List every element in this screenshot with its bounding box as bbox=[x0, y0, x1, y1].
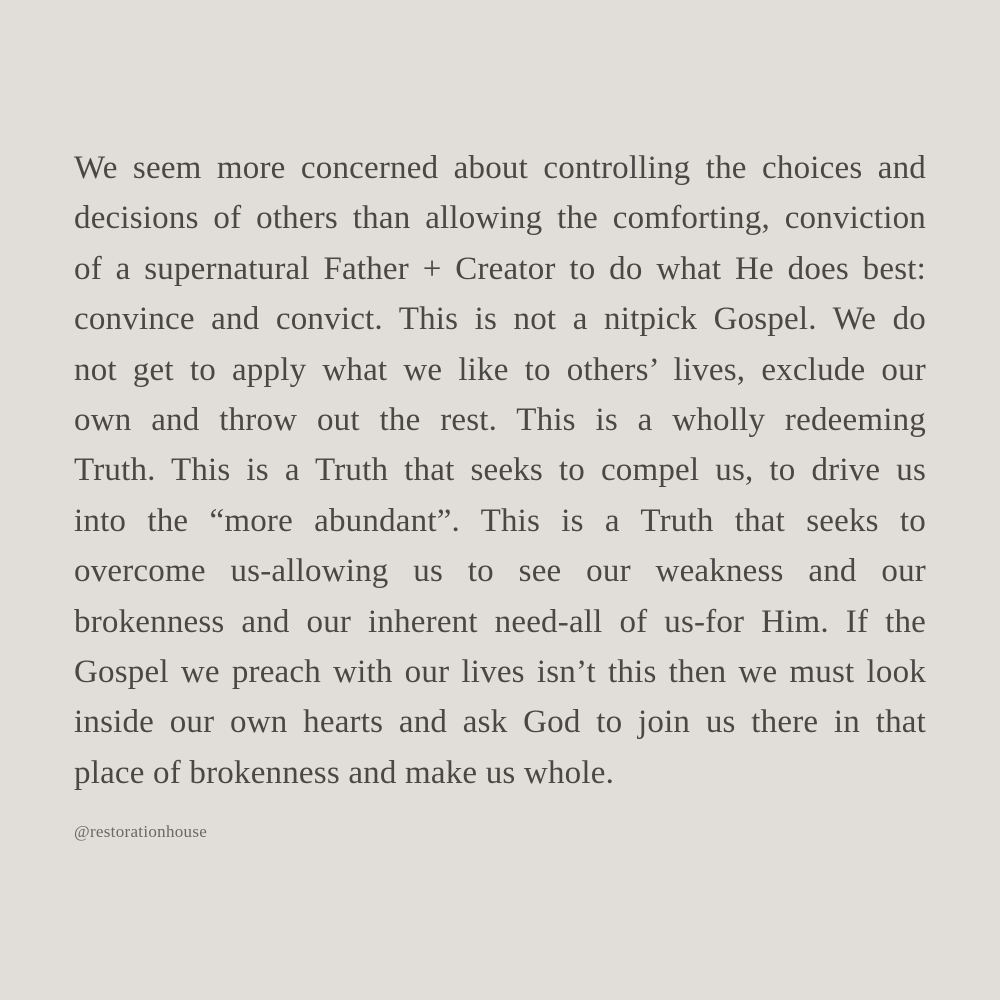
quote-card bbox=[74, 143, 926, 842]
quote-line: Gospel we preach with our lives isn’t this then we must look bbox=[74, 654, 926, 691]
quote-line: into the “more abundant”. This is a Truth that seeks to bbox=[74, 502, 926, 539]
quote-line: inside our own hearts and ask God to join us there in that bbox=[74, 704, 926, 741]
quote-line: not get to apply what we like to others’ lives, exclude our bbox=[74, 351, 926, 388]
quote-line: brokenness and our inherent need-all of us-for Him. If the bbox=[74, 603, 926, 640]
quote-line: convince and convict. This is not a nitpick Gospel. We do bbox=[74, 301, 926, 338]
quote-line: overcome us-allowing us to see our weakness and our bbox=[74, 553, 926, 590]
quote-text bbox=[74, 143, 926, 798]
quote-line: We seem more concerned about controlling the choices and bbox=[74, 150, 926, 186]
quote-line: decisions of others than allowing the comforting, conviction bbox=[74, 200, 926, 237]
quote-line: place of brokenness and make us whole. bbox=[74, 754, 615, 791]
attribution-handle: @restorationhouse bbox=[74, 822, 208, 842]
quote-line: own and throw out the rest. This is a wholly redeeming bbox=[74, 402, 926, 439]
quote-line: of a supernatural Father + Creator to do what He does best: bbox=[74, 250, 926, 287]
quote-line: Truth. This is a Truth that seeks to compel us, to drive us bbox=[74, 452, 926, 489]
